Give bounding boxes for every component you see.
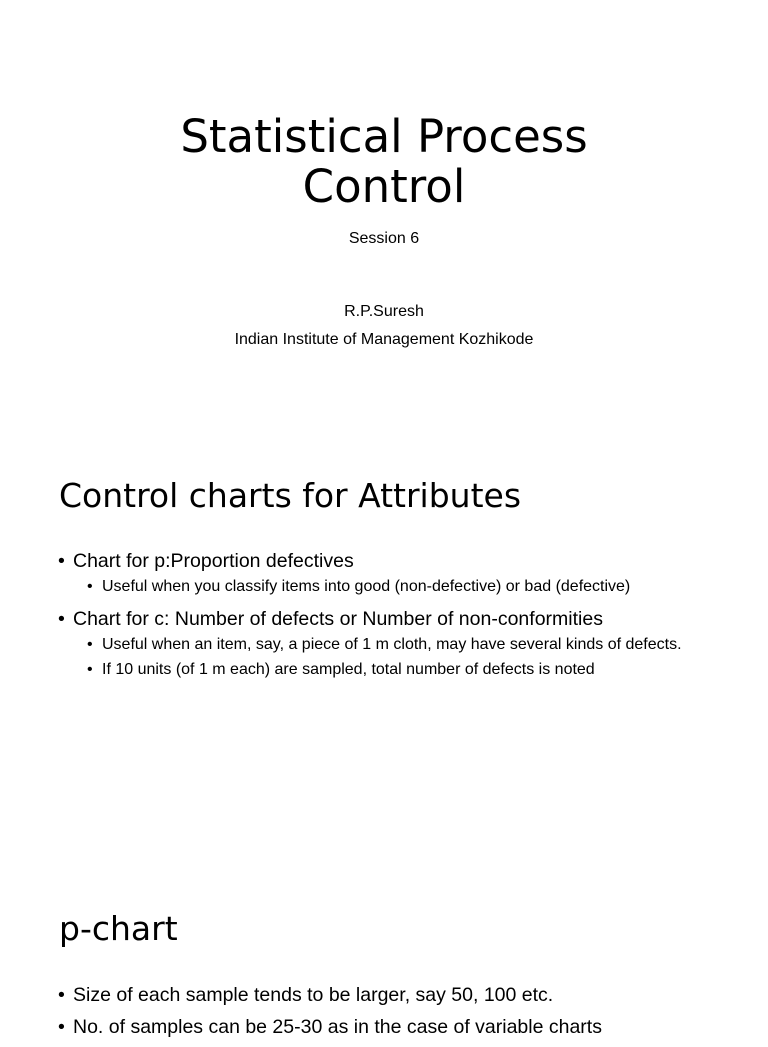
bullet-item: • No. of samples can be 25-30 as in the case of variable charts (58, 1015, 728, 1039)
bullet-text: Chart for c: Number of defects or Number of non-conformities (73, 608, 603, 630)
title-slide (0, 0, 768, 432)
bullet-item (58, 607, 728, 680)
institution-name: Indian Institute of Management Kozhikode (234, 331, 534, 348)
author-name: R.P.Suresh (344, 303, 424, 320)
sub-bullet-item: • Useful when you classify items into good (non-defective) or bad (defective) (87, 577, 728, 597)
slide-title: Control charts for Attributes (59, 476, 522, 515)
bullet-list (58, 549, 728, 690)
bullet-item: • Size of each sample tends to be larger, say 50, 100 etc. (58, 983, 728, 1007)
p-chart-slide (0, 864, 768, 1038)
presentation-title-line2: Control (302, 160, 466, 213)
sub-bullet-item: • If 10 units (of 1 m each) are sampled, total number of defects is noted (87, 660, 728, 680)
presentation-title-line1: Statistical Process (180, 110, 588, 163)
bullet-text: Chart for p:Proportion defectives (73, 550, 354, 572)
bullet-list (58, 983, 728, 1047)
slide-title: p-chart (59, 909, 178, 948)
sub-bullet-list (87, 577, 728, 597)
sub-bullet-list (87, 635, 728, 680)
attributes-slide (0, 432, 768, 864)
presentation-title (0, 112, 768, 212)
bullet-item (58, 549, 728, 597)
sub-bullet-item: • Useful when an item, say, a piece of 1 m cloth, may have several kinds of defects. (87, 635, 728, 655)
session-label: Session 6 (348, 230, 420, 247)
